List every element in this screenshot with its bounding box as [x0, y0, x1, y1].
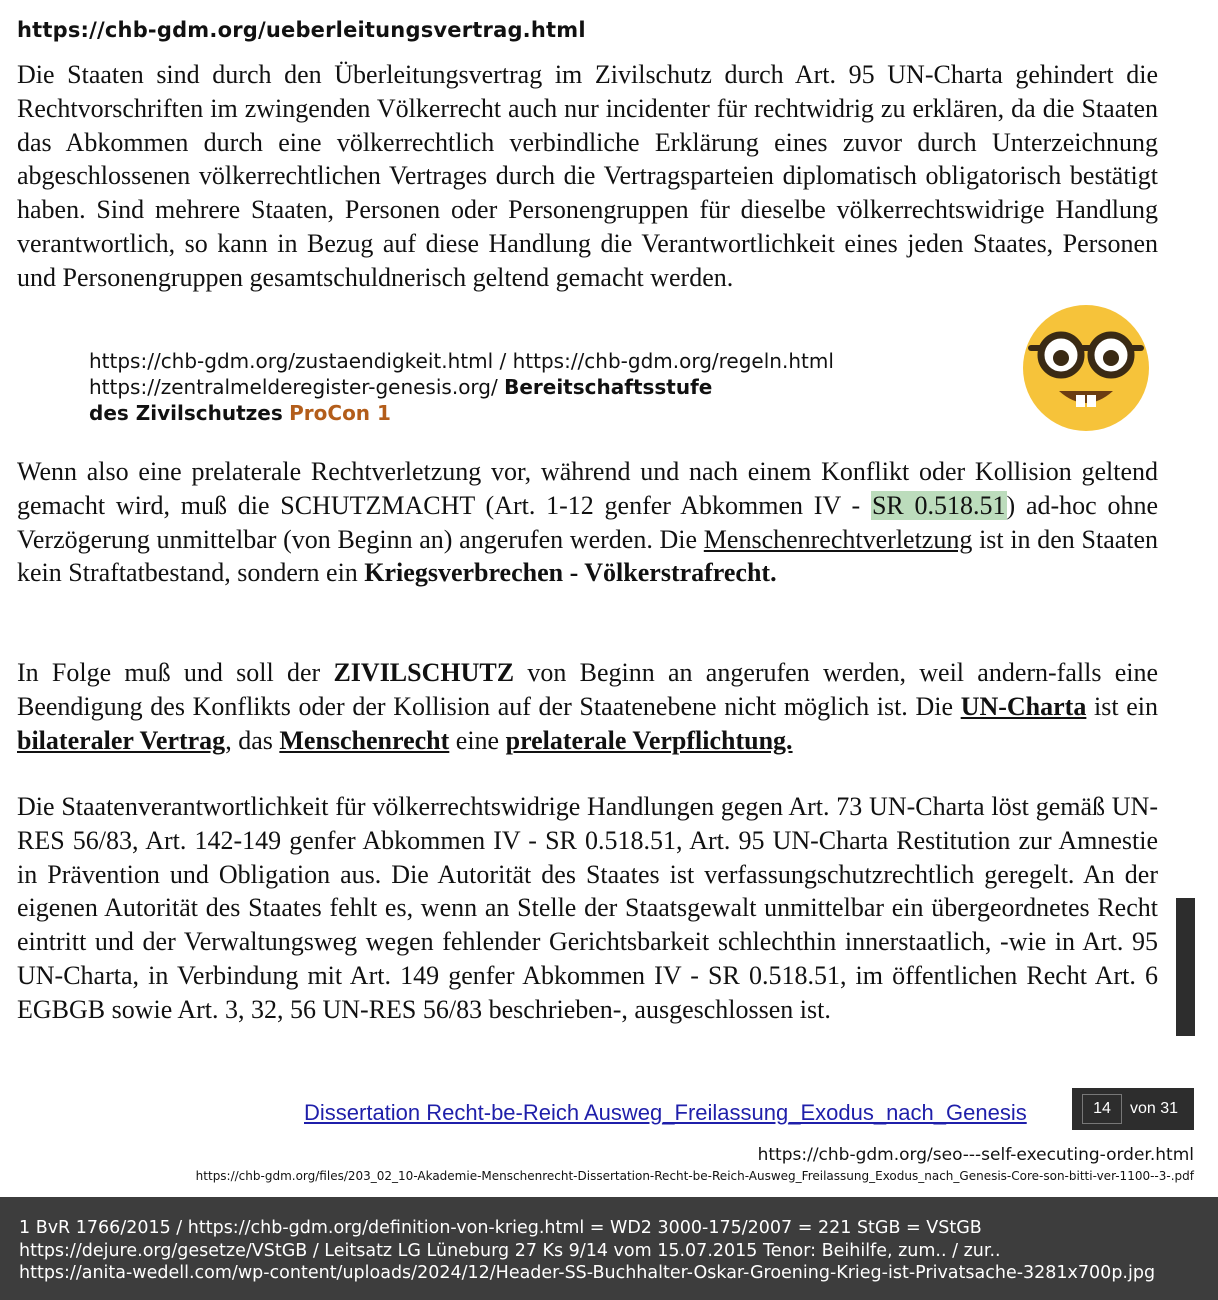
- footer-bar: [0, 1197, 1218, 1300]
- procon-level: ProCon 1: [289, 401, 391, 425]
- human-right-term: Menschenrecht: [279, 725, 450, 755]
- bilateral-treaty-term: bilateraler Vertrag: [17, 725, 226, 755]
- highlighted-sr-number: SR 0.518.51: [871, 490, 1006, 520]
- paragraph-4: Die Staatenverantwortlichkeit für völkerrechtswidrige Handlungen gegen Art. 73 UN-Charta löst gemäß UN-RES 56/83, Art. 142-149 genfer Abkommen IV - SR 0.518.51, Art. 95 UN-Charta Restitution zur Amnestie in Prävention und Obligation aus. Die Autorität des Staates ist verfassungschutzrechtlich geregelt. An der eigenen Autorität des Staates fehlt es, wenn an Stelle der Staatsgewalt unmittelbar ein übergeordnetes Recht eintritt und der Verwaltungsweg wegen fehlender Gerichtsbarkeit schlechthin innerstaatlich, -wie in Art. 95 UN-Charta, in Verbindung mit Art. 149 genfer Abkommen IV - SR 0.518.51, im öffentlichen Recht Art. 6 EGBGB sowie Art. 3, 32, 56 UN-RES 56/83 beschrieben-, ausgeschlossen ist.: [17, 792, 1158, 1024]
- footer-line-1: 1 BvR 1766/2015 / https://chb-gdm.org/definition-von-krieg.html = WD2 3000-175/2007 = 221 StGB = VStGB: [19, 1218, 982, 1238]
- page-number-input[interactable]: 14: [1082, 1094, 1122, 1124]
- links-line-2-url[interactable]: https://zentralmelderegister-genesis.org/: [89, 375, 498, 399]
- footer-line-2: https://dejure.org/gesetze/VStGB / Leitsatz LG Lüneburg 27 Ks 9/14 vom 15.07.2015 Tenor: Beihilfe, zum.. / zur..: [19, 1240, 1001, 1261]
- reference-links: [89, 348, 834, 426]
- scrollbar-thumb[interactable]: [1176, 898, 1195, 1036]
- paragraph-1: Die Staaten sind durch den Überleitungsvertrag im Zivilschutz durch Art. 95 UN-Charta gehindert die Rechtvorschriften im zwingenden Völkerrecht auch nur incidenter für rechtwidrig zu erklären, da die Staaten das Abkommen durch eine völkerrechtlich verbindliche Erklärung eines zuvor durch Unterzeichnung abgeschlossenen völkerrechtlichen Vertrages durch die Vertragsparteien diplomatisch obligatorisch bestätigt haben. Sind mehrere Staaten, Personen oder Personengruppen für dieselbe völkerrechtswidrige Handlung verantwortlich, so kann in Bezug auf diese Handlung die Verantwortlichkeit eines jeden Staates, Personen und Personengruppen gesamtschuldnerisch geltend gemacht werden.: [17, 60, 1158, 292]
- paragraph-3: In Folge muß und soll der ZIVILSCHUTZ von Beginn an angerufen werden, weil andern-falls eine Beendigung des Konflikts oder der Kollision auf der Staatenebene nicht möglich ist. Die UN-Charta ist ein bilateraler Vertrag, das Menschenrecht eine prelaterale Verpflichtung.: [17, 658, 1159, 755]
- underlined-term: Menschenrechtverletzung: [703, 524, 973, 554]
- page-total: von 31: [1130, 1100, 1179, 1117]
- paragraph-2: Wenn also eine prelaterale Rechtverletzung vor, während und nach einem Konflikt oder Kollision geltend gemacht wird, muß die SCHUTZMACHT (Art. 1-12 genfer Abkommen IV - SR 0.518.51) ad-hoc ohne Verzögerung unmittelbar (von Beginn an) angerufen werden. Die Menschenrechtverletzung ist in den Staaten kein Straftatbestand, sondern ein Kriegsverbrechen - Völkerstrafrecht.: [17, 457, 1159, 588]
- pdf-url[interactable]: https://chb-gdm.org/files/203_02_10-Akademie-Menschenrecht-Dissertation-Recht-be-Reich-Ausweg_Freilassung_Exodus_nach_Genesis-Core-son-bitti-ver-1100--3-.pdf: [195, 1169, 1194, 1183]
- prelateral-obligation-term: prelaterale Verpflichtung.: [505, 725, 793, 755]
- page-indicator: [1072, 1088, 1194, 1130]
- un-charta-term: UN-Charta: [960, 691, 1087, 721]
- links-line-1[interactable]: https://chb-gdm.org/zustaendigkeit.html / https://chb-gdm.org/regeln.html: [89, 349, 834, 373]
- seo-url[interactable]: https://chb-gdm.org/seo---self-executing-order.html: [757, 1145, 1194, 1165]
- dissertation-link[interactable]: Dissertation Recht-be-Reich Ausweg_Freilassung_Exodus_nach_Genesis: [304, 1100, 1027, 1125]
- bold-zivilschutz: ZIVILSCHUTZ: [333, 658, 515, 687]
- bold-war-crimes: Kriegsverbrechen - Völkerstrafrecht.: [364, 558, 777, 588]
- footer-line-3: https://anita-wedell.com/wp-content/uploads/2024/12/Header-SS-Buchhalter-Oskar-Groening-Krieg-ist-Privatsache-3281x700p.jpg: [19, 1263, 1156, 1283]
- readiness-level-label: Bereitschaftsstufe: [504, 375, 713, 399]
- top-url[interactable]: https://chb-gdm.org/ueberleitungsvertrag.html: [17, 18, 586, 42]
- civil-protection-label: des Zivilschutzes: [89, 401, 283, 425]
- nerd-face-icon: [1021, 303, 1151, 433]
